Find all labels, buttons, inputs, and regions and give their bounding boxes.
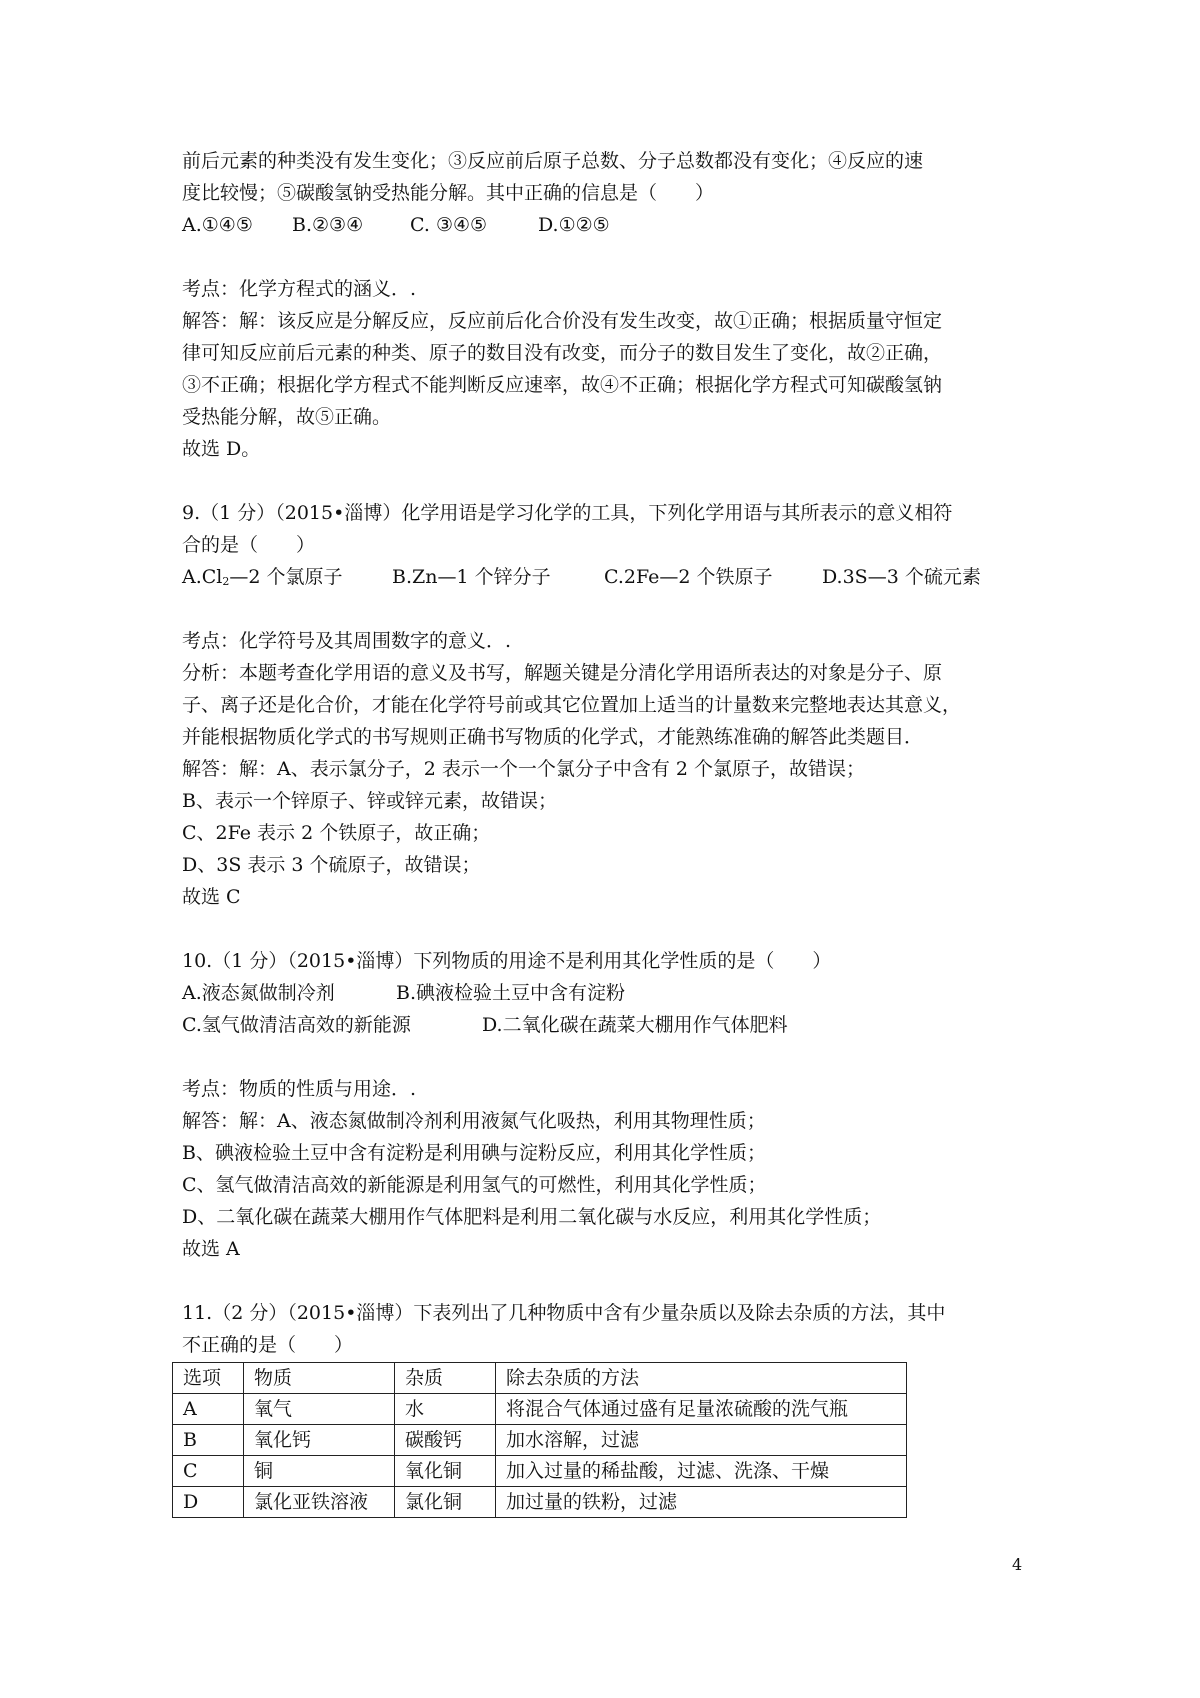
table-cell: 铜 bbox=[244, 1456, 395, 1487]
q9-analysis-line: 子、离子还是化合价，才能在化学符号前或其它位置加上适当的计量数来完整地表达其意义， bbox=[182, 694, 962, 716]
q8-answer-line: 解答：解：该反应是分解反应，反应前后化合价没有发生改变，故①正确；根据质量守恒定 bbox=[182, 310, 943, 332]
q8-answer-line: ③不正确；根据化学方程式不能判断反应速率，故④不正确；根据化学方程式可知碳酸氢钠 bbox=[182, 374, 943, 396]
table-header-cell: 除去杂质的方法 bbox=[496, 1363, 907, 1394]
q9-analysis-line: 分析：本题考查化学用语的意义及书写，解题关键是分清化学用语所表达的对象是分子、原 bbox=[182, 662, 943, 684]
table-cell: 加过量的铁粉，过滤 bbox=[496, 1487, 907, 1518]
table-row bbox=[173, 1487, 907, 1518]
option-c: C.2Fe—2 个铁原子 bbox=[604, 566, 773, 588]
option-d: D.二氧化碳在蔬菜大棚用作气体肥料 bbox=[482, 1014, 788, 1036]
table-row bbox=[173, 1456, 907, 1487]
option-a: A.液态氮做制冷剂 bbox=[182, 982, 335, 1004]
q10-answer-line: 故选 A bbox=[182, 1238, 240, 1260]
table-cell: 氧气 bbox=[244, 1394, 395, 1425]
table-cell: 氯化铜 bbox=[395, 1487, 496, 1518]
q8-answer-line: 律可知反应前后元素的种类、原子的数目没有改变，而分子的数目发生了变化，故②正确， bbox=[182, 342, 943, 364]
option-a: A.①④⑤ bbox=[182, 214, 253, 236]
table-cell: B bbox=[173, 1425, 244, 1456]
q8-kaodian: 考点：化学方程式的涵义．. bbox=[182, 278, 417, 300]
q10-options-row2 bbox=[182, 1009, 1022, 1041]
table-header-row bbox=[173, 1363, 907, 1394]
table-header-cell: 杂质 bbox=[395, 1363, 496, 1394]
table-row bbox=[173, 1425, 907, 1456]
q10-kaodian: 考点：物质的性质与用途．. bbox=[182, 1078, 417, 1100]
table-cell: 将混合气体通过盛有足量浓硫酸的洗气瓶 bbox=[496, 1394, 907, 1425]
q10-answer-line: B、碘液检验土豆中含有淀粉是利用碘与淀粉反应，利用其化学性质； bbox=[182, 1142, 766, 1164]
option-c: C.氢气做清洁高效的新能源 bbox=[182, 1014, 411, 1036]
q11-text-line: 11.（2 分）（2015•淄博）下表列出了几种物质中含有少量杂质以及除去杂质的方法，其中 bbox=[182, 1302, 946, 1324]
q9-answer-line: C、2Fe 表示 2 个铁原子，故正确； bbox=[182, 822, 491, 844]
option-d: D.①②⑤ bbox=[538, 214, 610, 236]
q10-text-line: 10.（1 分）（2015•淄博）下列物质的用途不是利用其化学性质的是（ ） bbox=[182, 950, 832, 972]
impurity-table bbox=[172, 1362, 907, 1518]
q9-answer-line: D、3S 表示 3 个硫原子，故错误； bbox=[182, 854, 481, 876]
page-number: 4 bbox=[1012, 1555, 1023, 1574]
q9-kaodian: 考点：化学符号及其周围数字的意义．. bbox=[182, 630, 512, 652]
option-d: D.3S—3 个硫元素 bbox=[822, 566, 981, 588]
q9-answer-line: 解答：解：A、表示氯分子，2 表示一个一个氯分子中含有 2 个氯原子，故错误； bbox=[182, 758, 866, 780]
q10-answer-line: 解答：解：A、液态氮做制冷剂利用液氮气化吸热，利用其物理性质； bbox=[182, 1110, 766, 1132]
table-cell: 氯化亚铁溶液 bbox=[244, 1487, 395, 1518]
q8-options bbox=[182, 209, 1022, 241]
table-cell: 水 bbox=[395, 1394, 496, 1425]
q10-answer-line: C、氢气做清洁高效的新能源是利用氢气的可燃性，利用其化学性质； bbox=[182, 1174, 767, 1196]
table-header-cell: 选项 bbox=[173, 1363, 244, 1394]
q9-options bbox=[182, 561, 1022, 593]
table-cell: 氧化铜 bbox=[395, 1456, 496, 1487]
option-a: $A.Cl_2—2$ 个氯原子 bbox=[182, 566, 343, 588]
q8-text-line: 度比较慢；⑤碳酸氢钠受热能分解。其中正确的信息是（ ） bbox=[182, 182, 715, 204]
q10-answer-line: D、二氧化碳在蔬菜大棚用作气体肥料是利用二氧化碳与水反应，利用其化学性质； bbox=[182, 1206, 882, 1228]
q8-answer-line: 故选 D。 bbox=[182, 438, 261, 460]
q9-text-line: 合的是（ ） bbox=[182, 534, 316, 556]
q9-answer-line: B、表示一个锌原子、锌或锌元素，故错误； bbox=[182, 790, 557, 812]
table-cell: C bbox=[173, 1456, 244, 1487]
q9-analysis-line: 并能根据物质化学式的书写规则正确书写物质的化学式，才能熟练准确的解答此类题目． bbox=[182, 726, 924, 748]
option-c: C. ③④⑤ bbox=[410, 214, 488, 236]
table-cell: 氧化钙 bbox=[244, 1425, 395, 1456]
q11-text-line: 不正确的是（ ） bbox=[182, 1334, 354, 1356]
q10-options-row1 bbox=[182, 977, 1022, 1009]
option-b: B.碘液检验土豆中含有淀粉 bbox=[396, 982, 626, 1004]
table-cell: A bbox=[173, 1394, 244, 1425]
table-row bbox=[173, 1394, 907, 1425]
table-header-cell: 物质 bbox=[244, 1363, 395, 1394]
option-b: B.②③④ bbox=[292, 214, 364, 236]
table-cell: 碳酸钙 bbox=[395, 1425, 496, 1456]
q9-answer-line: 故选 C bbox=[182, 886, 241, 908]
q9-text-line: 9.（1 分）（2015•淄博）化学用语是学习化学的工具，下列化学用语与其所表示的意义相符 bbox=[182, 502, 953, 524]
q8-answer-line: 受热能分解，故⑤正确。 bbox=[182, 406, 392, 428]
table-cell: 加水溶解，过滤 bbox=[496, 1425, 907, 1456]
option-b: B.Zn—1 个锌分子 bbox=[392, 566, 551, 588]
q8-text-line: 前后元素的种类没有发生变化；③反应前后原子总数、分子总数都没有变化；④反应的速 bbox=[182, 150, 924, 172]
page-content bbox=[182, 145, 1022, 1518]
table-cell: 加入过量的稀盐酸，过滤、洗涤、干燥 bbox=[496, 1456, 907, 1487]
table-cell: D bbox=[173, 1487, 244, 1518]
